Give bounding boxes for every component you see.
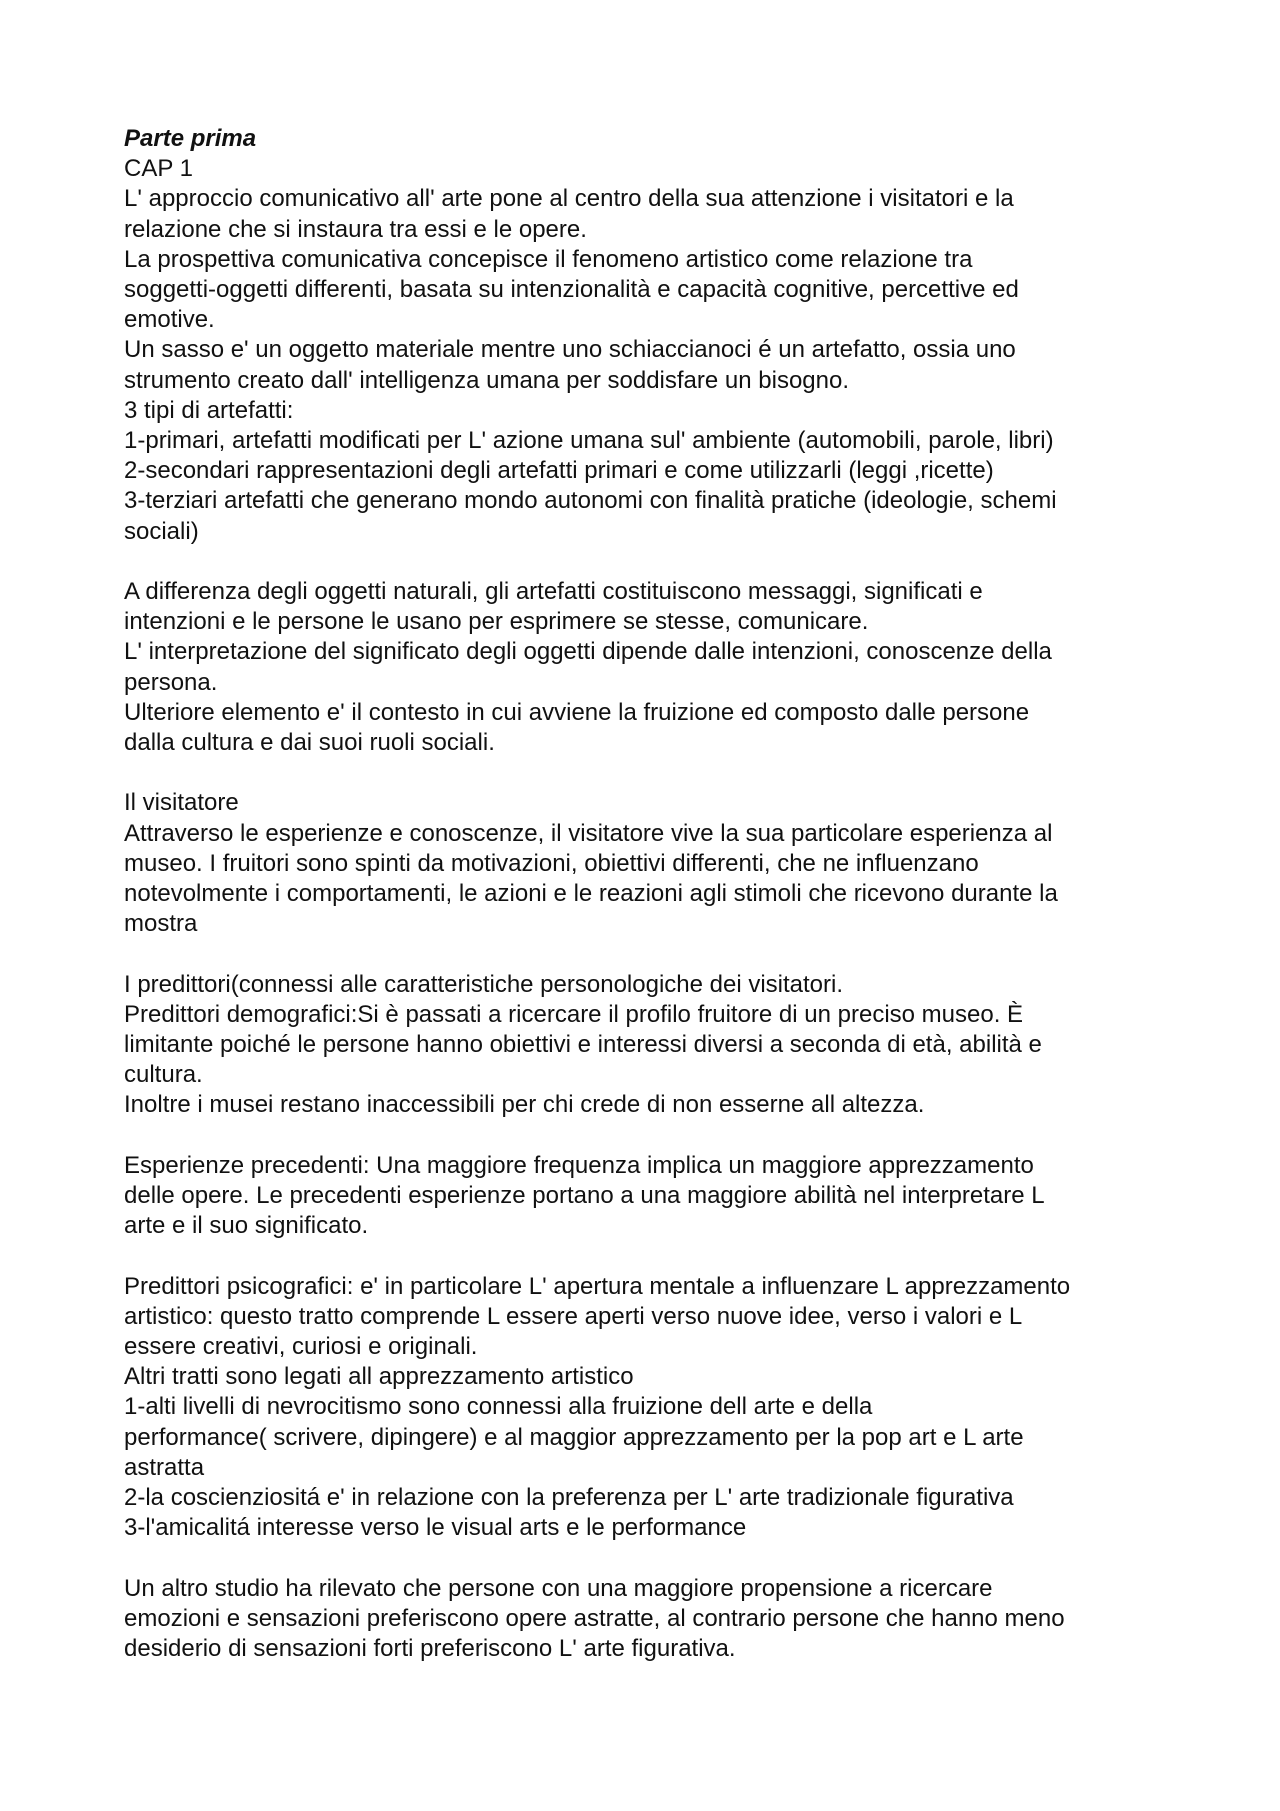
text-line: notevolmente i comportamenti, le azioni e le reazioni agli stimoli che ricevono durante la	[124, 880, 1058, 908]
text-line: 3 tipi di artefatti:	[124, 396, 294, 424]
page-title: Parte prima	[124, 125, 257, 152]
paragraph-gap	[124, 547, 1184, 577]
text-line: A differenza degli oggetti naturali, gli artefatti costituiscono messaggi, significati e	[124, 578, 983, 606]
intro-paragraph	[124, 184, 1184, 546]
visitor-section	[124, 788, 1184, 939]
paragraph-gap	[124, 1543, 1184, 1573]
text-line: Attraverso le esperienze e conoscenze, il visitatore vive la sua particolare esperienza al	[124, 819, 1053, 847]
text-line: persona.	[124, 668, 218, 696]
text-line: I predittori(connessi alle caratteristiche personologiche dei visitatori.	[124, 970, 844, 998]
text-line: sociali)	[124, 517, 199, 545]
text-line: museo. I fruitori sono spinti da motivazioni, obiettivi differenti, che ne influenzano	[124, 849, 979, 877]
text-line: Predittori psicografici: e' in particolare L' apertura mentale a influenzare L apprezzamento	[124, 1272, 1071, 1300]
text-line: essere creativi, curiosi e originali.	[124, 1333, 478, 1361]
text-line: Un altro studio ha rilevato che persone con una maggiore propensione a ricercare	[124, 1574, 993, 1602]
text-line: Predittori demografici:Si è passati a ricercare il profilo fruitore di un preciso museo. È	[124, 1000, 1024, 1028]
text-line: emotive.	[124, 306, 215, 334]
text-line: desiderio di sensazioni forti preferiscono L' arte figurativa.	[124, 1635, 736, 1663]
text-line: cultura.	[124, 1061, 203, 1089]
text-line: Altri tratti sono legati all apprezzamento artistico	[124, 1363, 634, 1391]
paragraph-gap	[124, 1121, 1184, 1151]
text-line: emozioni e sensazioni preferiscono opere astratte, al contrario persone che hanno meno	[124, 1604, 1065, 1632]
text-line: strumento creato dall' intelligenza umana per soddisfare un bisogno.	[124, 366, 850, 394]
text-line: Esperienze precedenti: Una maggiore frequenza implica un maggiore apprezzamento	[124, 1151, 1034, 1179]
text-line: L' approccio comunicativo all' arte pone al centro della sua attenzione i visitatori e la	[124, 185, 1014, 213]
text-line: dalla cultura e dai suoi ruoli sociali.	[124, 729, 495, 757]
text-line: mostra	[124, 910, 198, 938]
paragraph-gap	[124, 758, 1184, 788]
text-line: soggetti-oggetti differenti, basata su intenzionalità e capacità cognitive, percettive ed	[124, 276, 1019, 304]
text-line: relazione che si instaura tra essi e le opere.	[124, 215, 587, 243]
chapter-label: CAP 1	[124, 155, 193, 183]
text-line: delle opere. Le precedenti esperienze portano a una maggiore abilità nel interpretare L	[124, 1182, 1045, 1210]
text-line: Inoltre i musei restano inaccessibili per chi crede di non esserne all altezza.	[124, 1091, 925, 1119]
list-item: 3-l'amicalitá interesse verso le visual arts e le performance	[124, 1514, 747, 1542]
list-item: 1-primari, artefatti modificati per L' azione umana sul' ambiente (automobili, parole, libri)	[124, 427, 1054, 455]
list-item: 2-la coscienziositá e' in relazione con la preferenza per L' arte tradizionale figurativa	[124, 1484, 1014, 1512]
text-line: La prospettiva comunicativa concepisce il fenomeno artistico come relazione tra	[124, 245, 973, 273]
paragraph-gap	[124, 939, 1184, 969]
document-page	[124, 124, 1184, 1664]
predictors-paragraph	[124, 970, 1184, 1121]
paragraph-gap	[124, 1241, 1184, 1271]
psychographic-paragraph	[124, 1272, 1184, 1544]
list-item: 2-secondari rappresentazioni degli artefatti primari e come utilizzarli (leggi ,ricette)	[124, 457, 994, 485]
text-line: limitante poiché le persone hanno obiettivi e interessi diversi a seconda di età, abilità e	[124, 1031, 1042, 1059]
text-line: performance( scrivere, dipingere) e al maggior apprezzamento per la pop art e L arte	[124, 1423, 1024, 1451]
text-line: Un sasso e' un oggetto materiale mentre uno schiaccianoci é un artefatto, ossia uno	[124, 336, 1016, 364]
list-item: 1-alti livelli di nevrocitismo sono connessi alla fruizione dell arte e della	[124, 1393, 873, 1421]
text-line: L' interpretazione del significato degli oggetti dipende dalle intenzioni, conoscenze della	[124, 638, 1052, 666]
text-line: astratta	[124, 1453, 205, 1481]
text-line: intenzioni e le persone le usano per esprimere se stesse, comunicare.	[124, 608, 869, 636]
experiences-paragraph	[124, 1151, 1184, 1242]
text-line: arte e il suo significato.	[124, 1212, 369, 1240]
list-item: 3-terziari artefatti che generano mondo autonomi con finalità pratiche (ideologie, schemi	[124, 487, 1057, 515]
text-line: Ulteriore elemento e' il contesto in cui avviene la fruizione ed composto dalle persone	[124, 698, 1030, 726]
artifacts-paragraph	[124, 577, 1184, 758]
section-heading: Il visitatore	[124, 789, 239, 817]
text-line: artistico: questo tratto comprende L essere aperti verso nuove idee, verso i valori e L	[124, 1302, 1023, 1330]
study-paragraph	[124, 1574, 1184, 1665]
